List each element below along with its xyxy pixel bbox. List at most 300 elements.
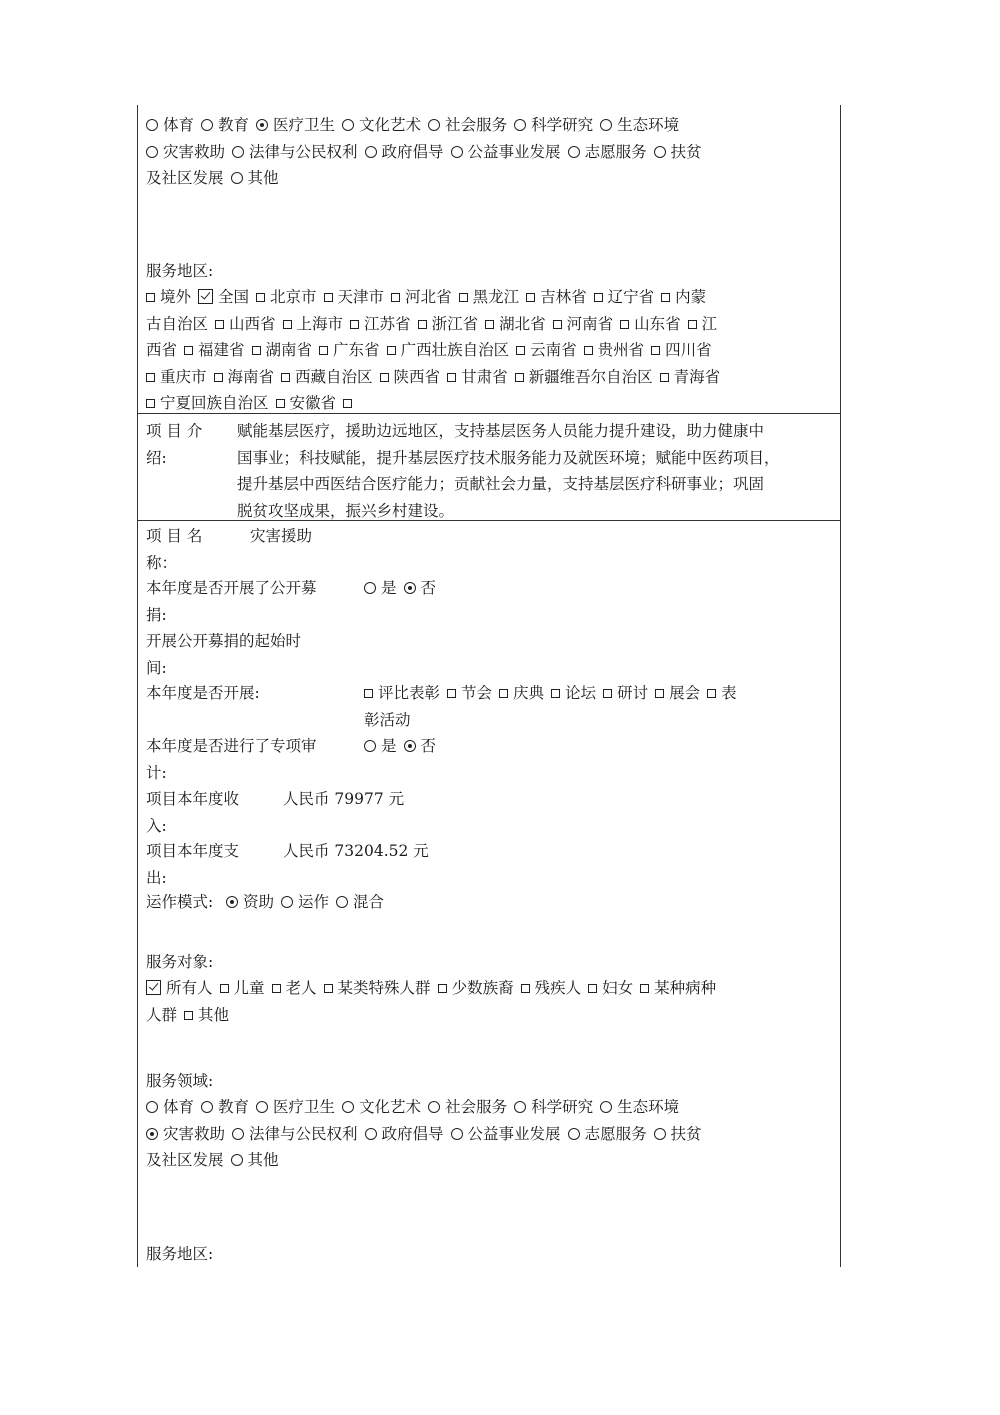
- option-item[interactable]: [146, 975, 213, 1002]
- option-item[interactable]: [319, 337, 380, 364]
- checkbox-empty-icon[interactable]: [283, 311, 292, 338]
- option-item[interactable]: [364, 680, 440, 707]
- option-item: [146, 337, 177, 364]
- option-label: 庆典: [513, 684, 545, 702]
- option-row: [146, 112, 834, 139]
- option-item[interactable]: [232, 1121, 358, 1148]
- option-label: 社会服务: [445, 1098, 508, 1116]
- checkbox-empty-icon[interactable]: [655, 680, 664, 707]
- option-item[interactable]: [620, 311, 681, 338]
- option-item[interactable]: [256, 112, 335, 139]
- option-item[interactable]: [272, 975, 317, 1002]
- checkbox-empty-icon[interactable]: [651, 337, 660, 364]
- checkbox-empty-icon[interactable]: [343, 390, 352, 417]
- option-label: 教育: [218, 1098, 250, 1116]
- option-item[interactable]: [342, 1094, 421, 1121]
- option-item[interactable]: [365, 139, 444, 166]
- option-item: [146, 311, 208, 338]
- checkbox-empty-icon[interactable]: [521, 975, 530, 1002]
- option-label: 宁夏回族自治区: [160, 394, 269, 412]
- events-label: 本年度是否开展:: [146, 684, 260, 702]
- radio-empty-icon[interactable]: [231, 165, 243, 192]
- checkbox-checked-icon[interactable]: [146, 975, 161, 1002]
- option-item[interactable]: [568, 139, 647, 166]
- option-label: 节会: [461, 684, 493, 702]
- option-item[interactable]: [707, 680, 737, 707]
- option-item[interactable]: [654, 1121, 702, 1148]
- radio-empty-icon[interactable]: [365, 139, 377, 166]
- option-item[interactable]: [343, 390, 357, 417]
- checkbox-empty-icon[interactable]: [184, 337, 193, 364]
- option-label: 安徽省: [289, 394, 337, 412]
- option-row: [146, 165, 834, 192]
- checkbox-empty-icon[interactable]: [146, 390, 155, 417]
- option-item[interactable]: [551, 680, 596, 707]
- option-item[interactable]: [418, 311, 479, 338]
- checkbox-empty-icon[interactable]: [603, 680, 612, 707]
- option-item[interactable]: [281, 889, 329, 916]
- option-label: 论坛: [565, 684, 597, 702]
- checkbox-empty-icon[interactable]: [418, 311, 427, 338]
- option-item[interactable]: [428, 112, 507, 139]
- option-label: 资助: [243, 893, 275, 911]
- events-row-cont: 彰活动: [364, 710, 411, 729]
- radio-empty-icon[interactable]: [365, 1121, 377, 1148]
- option-label: 其他: [247, 169, 279, 187]
- option-item: [146, 165, 224, 192]
- fundraising-start-label: 开展公开募捐的起始时 间:: [146, 632, 302, 677]
- option-row: [146, 390, 834, 417]
- option-item[interactable]: [514, 1094, 593, 1121]
- option-item[interactable]: [256, 1094, 335, 1121]
- radio-empty-icon[interactable]: [232, 1121, 244, 1148]
- option-item[interactable]: [232, 139, 358, 166]
- option-label: 及社区发展: [146, 1151, 224, 1169]
- option-label: 湖南省: [265, 341, 313, 359]
- option-label: 云南省: [530, 341, 577, 359]
- option-label: 新疆维吾尔自治区: [528, 367, 653, 386]
- checkbox-empty-icon[interactable]: [516, 337, 525, 364]
- option-label: 混合: [353, 893, 385, 911]
- checkbox-empty-icon[interactable]: [526, 284, 535, 311]
- option-label: 河南省: [566, 314, 614, 333]
- option-item[interactable]: [364, 575, 397, 602]
- option-label: 湖北省: [499, 314, 546, 333]
- option-label: 所有人: [166, 979, 213, 997]
- checkbox-empty-icon[interactable]: [485, 311, 494, 338]
- option-row: [146, 1121, 834, 1148]
- option-label: 重庆市: [160, 367, 207, 386]
- option-label: 志愿服务: [584, 1124, 647, 1143]
- option-item[interactable]: [584, 337, 645, 364]
- option-item[interactable]: [365, 1121, 444, 1148]
- option-label: 其他: [198, 1005, 230, 1024]
- option-item[interactable]: [231, 165, 279, 192]
- p1-region-options: [146, 284, 834, 417]
- option-item[interactable]: [146, 364, 207, 391]
- option-label: 灾害救助: [163, 142, 226, 161]
- project-name-label: 项 目 名 称：: [146, 527, 203, 572]
- checkbox-empty-icon[interactable]: [438, 975, 447, 1002]
- option-item[interactable]: [324, 284, 385, 311]
- option-item[interactable]: [364, 733, 397, 760]
- checkbox-empty-icon[interactable]: [387, 337, 396, 364]
- option-item: [146, 1002, 177, 1029]
- expense-label: 项目本年度支 出:: [146, 842, 240, 887]
- option-label: 公益事业发展: [467, 1124, 561, 1143]
- option-label: 运作: [298, 893, 330, 911]
- option-label: 天津市: [337, 288, 385, 306]
- option-label: 山东省: [634, 314, 681, 333]
- checkbox-empty-icon[interactable]: [276, 390, 285, 417]
- region-heading: 服务地区:: [146, 262, 214, 280]
- option-label: 评比表彰: [378, 684, 441, 702]
- radio-empty-icon[interactable]: [342, 112, 354, 139]
- checkbox-empty-icon[interactable]: [551, 680, 560, 707]
- public-fundraising-options: [364, 575, 443, 602]
- option-label: 某类特殊人群: [337, 979, 431, 997]
- option-label: 青海省: [673, 367, 721, 386]
- option-label: 贵州省: [597, 341, 645, 359]
- option-label: 人群: [146, 1005, 178, 1024]
- option-label: 黑龙江: [472, 288, 520, 306]
- option-label: 医疗卫生: [273, 116, 336, 134]
- intro-text: 赋能基层医疗，援助边远地区，支持基层医务人员能力提升建设，助力健康中 国事业；科技赋能，提升基层医疗技术服务能力及就医环境；赋能中医药项目， 提升基层中西医结合医疗能力；贡献社会力量，支持基层医疗科研事业；巩固 脱贫攻坚成果，振兴乡村建设。: [237, 422, 780, 520]
- checkbox-empty-icon[interactable]: [588, 975, 597, 1002]
- option-label: 公益事业发展: [467, 142, 561, 161]
- radio-empty-icon[interactable]: [256, 1094, 268, 1121]
- checkbox-empty-icon[interactable]: [640, 975, 649, 1002]
- option-item[interactable]: [220, 975, 265, 1002]
- option-label: 表: [721, 684, 737, 702]
- option-label: 古自治区: [146, 314, 209, 333]
- option-item[interactable]: [184, 337, 245, 364]
- option-item[interactable]: [515, 364, 653, 391]
- checkbox-empty-icon[interactable]: [324, 284, 333, 311]
- option-item[interactable]: [447, 364, 508, 391]
- option-item[interactable]: [514, 112, 593, 139]
- checkbox-empty-icon[interactable]: [256, 284, 265, 311]
- checkbox-empty-icon[interactable]: [661, 284, 670, 311]
- p2-domain-options: [146, 1094, 834, 1174]
- option-item[interactable]: [588, 975, 633, 1002]
- radio-selected-icon[interactable]: [146, 1121, 158, 1148]
- option-label: 某种病种: [654, 979, 717, 997]
- checkbox-empty-icon[interactable]: [459, 284, 468, 311]
- option-item[interactable]: [281, 364, 373, 391]
- checkbox-empty-icon[interactable]: [146, 284, 155, 311]
- checkbox-empty-icon[interactable]: [252, 337, 261, 364]
- option-item[interactable]: [451, 1121, 561, 1148]
- option-label: 灾害救助: [163, 1124, 226, 1143]
- option-item[interactable]: [380, 364, 441, 391]
- checkbox-empty-icon[interactable]: [214, 364, 223, 391]
- option-item[interactable]: [603, 680, 648, 707]
- option-item[interactable]: [146, 139, 225, 166]
- radio-empty-icon[interactable]: [568, 139, 580, 166]
- option-item: [146, 1147, 224, 1174]
- option-label: 西省: [146, 341, 178, 359]
- option-item[interactable]: [214, 364, 275, 391]
- radio-empty-icon[interactable]: [201, 1094, 213, 1121]
- option-item[interactable]: [688, 311, 718, 338]
- checkbox-empty-icon[interactable]: [391, 284, 400, 311]
- option-label: 法律与公民权利: [249, 1124, 358, 1143]
- option-item[interactable]: [594, 284, 655, 311]
- option-item[interactable]: [447, 680, 492, 707]
- radio-empty-icon[interactable]: [232, 139, 244, 166]
- checkbox-empty-icon[interactable]: [220, 975, 229, 1002]
- option-label: 西藏自治区: [295, 367, 373, 386]
- option-item[interactable]: [654, 139, 702, 166]
- option-item[interactable]: [146, 1094, 194, 1121]
- option-label: 志愿服务: [584, 142, 647, 161]
- option-label: 内蒙: [675, 288, 707, 306]
- option-label: 展会: [669, 684, 701, 702]
- option-item[interactable]: [499, 680, 544, 707]
- checkbox-empty-icon[interactable]: [447, 680, 456, 707]
- option-item[interactable]: [198, 284, 249, 311]
- option-label: 妇女: [602, 979, 634, 997]
- option-label: 生态环境: [617, 1098, 680, 1116]
- option-label: 扶贫: [670, 142, 702, 161]
- option-label: 吉林省: [540, 288, 587, 306]
- audit-label: 本年度是否进行了专项审 计:: [146, 737, 317, 782]
- option-label: 法律与公民权利: [249, 142, 358, 161]
- project-name-value: 灾害援助: [250, 527, 313, 545]
- option-item[interactable]: [485, 311, 546, 338]
- option-item[interactable]: [526, 284, 587, 311]
- option-item[interactable]: [324, 975, 431, 1002]
- checkbox-empty-icon[interactable]: [146, 364, 155, 391]
- option-item[interactable]: [553, 311, 614, 338]
- option-item[interactable]: [661, 284, 706, 311]
- checkbox-empty-icon[interactable]: [350, 311, 359, 338]
- option-item[interactable]: [516, 337, 577, 364]
- option-label: 生态环境: [617, 116, 680, 134]
- checkbox-empty-icon[interactable]: [380, 364, 389, 391]
- option-item[interactable]: [146, 1121, 225, 1148]
- public-fundraising-label: 本年度是否开展了公开募 捐:: [146, 579, 317, 624]
- option-label: 辽宁省: [607, 288, 655, 306]
- option-label: 否: [420, 579, 437, 597]
- radio-selected-icon[interactable]: [404, 575, 416, 602]
- option-row: [146, 1094, 834, 1121]
- radio-empty-icon[interactable]: [201, 112, 213, 139]
- intro-label: 项 目 介 绍:: [146, 422, 203, 467]
- option-item[interactable]: [215, 311, 276, 338]
- checkbox-checked-icon[interactable]: [198, 284, 213, 311]
- option-item[interactable]: [252, 337, 313, 364]
- radio-empty-icon[interactable]: [281, 889, 293, 916]
- option-label: 体育: [163, 116, 195, 134]
- option-item[interactable]: [283, 311, 344, 338]
- option-label: 是: [381, 737, 397, 755]
- radio-empty-icon[interactable]: [364, 733, 376, 760]
- radio-empty-icon[interactable]: [451, 139, 463, 166]
- option-item[interactable]: [428, 1094, 507, 1121]
- option-label: 上海市: [296, 314, 344, 333]
- option-item[interactable]: [568, 1121, 647, 1148]
- checkbox-empty-icon[interactable]: [707, 680, 716, 707]
- option-row: [146, 1147, 834, 1174]
- option-item[interactable]: [276, 390, 337, 417]
- checkbox-empty-icon[interactable]: [319, 337, 328, 364]
- option-label: 扶贫: [670, 1124, 702, 1143]
- option-item[interactable]: [438, 975, 514, 1002]
- option-label: 河北省: [405, 288, 452, 306]
- radio-empty-icon[interactable]: [654, 139, 666, 166]
- option-item[interactable]: [201, 112, 249, 139]
- domain-heading: 服务领域:: [146, 1072, 214, 1090]
- radio-empty-icon[interactable]: [600, 112, 612, 139]
- option-row: [146, 337, 834, 364]
- checkbox-empty-icon[interactable]: [281, 364, 290, 391]
- option-label: 甘肃省: [461, 367, 508, 386]
- option-item[interactable]: [184, 1002, 229, 1029]
- option-label: 教育: [218, 116, 250, 134]
- option-label: 浙江省: [431, 314, 479, 333]
- option-item[interactable]: [226, 889, 274, 916]
- checkbox-empty-icon[interactable]: [553, 311, 562, 338]
- checkbox-empty-icon[interactable]: [272, 975, 281, 1002]
- option-item[interactable]: [521, 975, 582, 1002]
- radio-empty-icon[interactable]: [146, 1094, 158, 1121]
- radio-empty-icon[interactable]: [428, 1094, 440, 1121]
- audit-options: [364, 733, 443, 760]
- radio-empty-icon[interactable]: [428, 112, 440, 139]
- option-item[interactable]: [391, 284, 452, 311]
- option-item[interactable]: [404, 733, 437, 760]
- p2-region-heading: 服务地区:: [146, 1245, 214, 1263]
- option-item[interactable]: [146, 284, 191, 311]
- radio-empty-icon[interactable]: [514, 112, 526, 139]
- option-label: 山西省: [229, 314, 276, 333]
- radio-empty-icon[interactable]: [451, 1121, 463, 1148]
- checkbox-empty-icon[interactable]: [447, 364, 456, 391]
- radio-empty-icon[interactable]: [336, 889, 348, 916]
- events-row: [364, 680, 834, 707]
- radio-empty-icon[interactable]: [146, 139, 158, 166]
- option-label: 少数族裔: [451, 979, 514, 997]
- radio-selected-icon[interactable]: [404, 733, 416, 760]
- option-item[interactable]: [600, 1094, 679, 1121]
- checkbox-empty-icon[interactable]: [515, 364, 524, 391]
- option-label: 否: [420, 737, 437, 755]
- radio-empty-icon[interactable]: [654, 1121, 666, 1148]
- checkbox-empty-icon[interactable]: [688, 311, 697, 338]
- option-label: 北京市: [270, 288, 317, 306]
- option-item[interactable]: [660, 364, 721, 391]
- radio-selected-icon[interactable]: [226, 889, 238, 916]
- option-label: 文化艺术: [359, 116, 422, 134]
- radio-selected-icon[interactable]: [256, 112, 268, 139]
- option-label: 儿童: [233, 979, 265, 997]
- option-label: 广西壮族自治区: [400, 341, 510, 359]
- radio-empty-icon[interactable]: [600, 1094, 612, 1121]
- option-label: 福建省: [198, 341, 245, 359]
- checkbox-empty-icon[interactable]: [499, 680, 508, 707]
- option-item[interactable]: [231, 1147, 279, 1174]
- income-value: 人民币 79977 元: [283, 790, 405, 808]
- checkbox-empty-icon[interactable]: [215, 311, 224, 338]
- option-item[interactable]: [146, 390, 269, 417]
- checkbox-empty-icon[interactable]: [660, 364, 669, 391]
- radio-empty-icon[interactable]: [568, 1121, 580, 1148]
- option-label: 及社区发展: [146, 169, 224, 187]
- option-item[interactable]: [146, 112, 194, 139]
- option-label: 残疾人: [534, 979, 582, 997]
- option-label: 政府倡导: [381, 1124, 444, 1143]
- option-item[interactable]: [201, 1094, 249, 1121]
- option-label: 体育: [163, 1098, 195, 1116]
- option-label: 全国: [218, 288, 250, 306]
- target-heading: 服务对象:: [146, 953, 214, 971]
- option-item[interactable]: [459, 284, 520, 311]
- option-row: [146, 284, 834, 311]
- option-item[interactable]: [404, 575, 437, 602]
- checkbox-empty-icon[interactable]: [324, 975, 333, 1002]
- p1-domain-options: [146, 112, 834, 192]
- option-label: 医疗卫生: [273, 1098, 336, 1116]
- radio-empty-icon[interactable]: [514, 1094, 526, 1121]
- option-label: 其他: [247, 1151, 279, 1169]
- option-row: [146, 139, 834, 166]
- checkbox-empty-icon[interactable]: [584, 337, 593, 364]
- option-label: 境外: [160, 288, 192, 306]
- option-label: 老人: [285, 979, 317, 997]
- option-label: 文化艺术: [359, 1098, 422, 1116]
- option-label: 江苏省: [364, 314, 411, 333]
- option-row: [146, 364, 834, 391]
- checkbox-empty-icon[interactable]: [594, 284, 603, 311]
- option-label: 研讨: [617, 684, 649, 702]
- option-label: 江: [701, 314, 718, 333]
- target-options: [146, 975, 834, 1028]
- option-label: 社会服务: [445, 116, 508, 134]
- option-item[interactable]: [256, 284, 317, 311]
- income-label: 项目本年度收 入:: [146, 790, 240, 835]
- option-label: 是: [381, 579, 397, 597]
- mode-label: 运作模式:: [146, 893, 214, 911]
- option-label: 四川省: [665, 341, 712, 359]
- radio-empty-icon[interactable]: [364, 575, 376, 602]
- option-label: 政府倡导: [381, 142, 444, 161]
- option-item[interactable]: [350, 311, 411, 338]
- radio-empty-icon[interactable]: [146, 112, 158, 139]
- option-item[interactable]: [342, 112, 421, 139]
- checkbox-empty-icon[interactable]: [364, 680, 373, 707]
- radio-empty-icon[interactable]: [342, 1094, 354, 1121]
- radio-empty-icon[interactable]: [231, 1147, 243, 1174]
- option-item[interactable]: [651, 337, 712, 364]
- option-label: 科学研究: [531, 1098, 594, 1116]
- option-item[interactable]: [336, 889, 384, 916]
- option-label: 科学研究: [531, 116, 594, 134]
- option-item[interactable]: [655, 680, 700, 707]
- expense-value: 人民币 73204.52 元: [283, 842, 429, 860]
- option-row: [146, 311, 834, 338]
- option-item[interactable]: [387, 337, 510, 364]
- option-item[interactable]: [451, 139, 561, 166]
- mode-options: [226, 889, 391, 916]
- checkbox-empty-icon[interactable]: [620, 311, 629, 338]
- events-options: [364, 680, 834, 733]
- option-item[interactable]: [640, 975, 716, 1002]
- checkbox-empty-icon[interactable]: [184, 1002, 193, 1029]
- option-item[interactable]: [600, 112, 679, 139]
- option-label: 陕西省: [393, 367, 441, 386]
